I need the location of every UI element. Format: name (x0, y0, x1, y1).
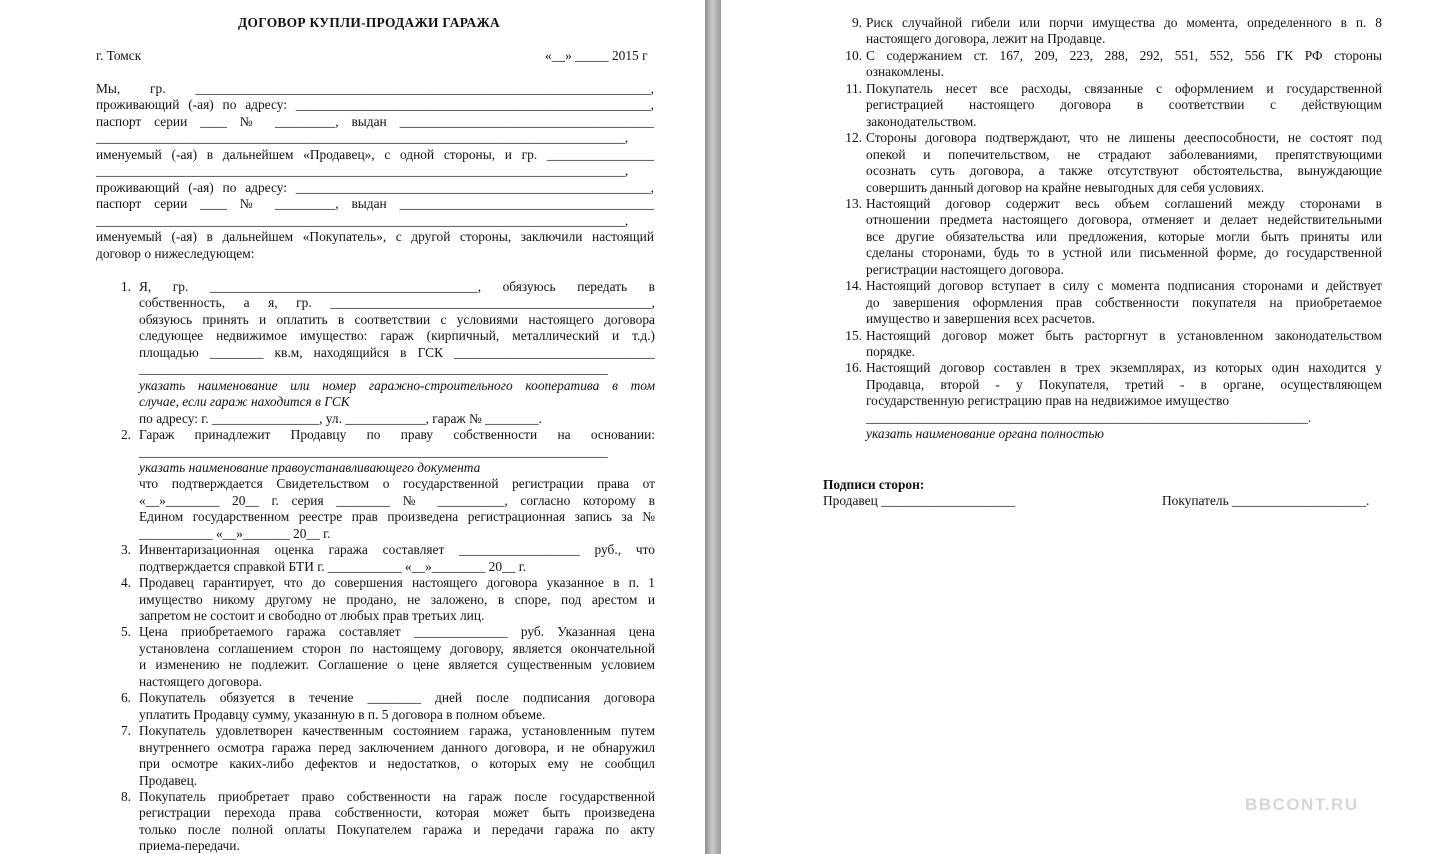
clause-line: ознакомлены. (866, 64, 944, 80)
clause-number: 15. (845, 327, 862, 343)
party-line: именуемый (-ая) в дальнейшем «Продавец», с одной стороны, и гр. ________________ (96, 147, 654, 162)
clause-line: регистрацией настоящего договора в соответствии с действующим (866, 97, 1382, 113)
document-page-left (0, 0, 705, 854)
clause-line: до завершения оформления прав собственности покупателя на приобретаемое (866, 294, 1382, 310)
clause-number: 10. (845, 47, 862, 63)
clause-line: ___________ «__»_______ 20__ г. (139, 525, 331, 541)
clause-line: опекой и попечительством, не страдают заболеваниями, препятствующими (866, 146, 1382, 162)
clause-number: 5. (120, 624, 131, 640)
clause-hint-line: указать наименование или номер гаражно-строительного кооператива в том (139, 377, 655, 393)
buyer-signature: Покупатель ____________________. (1162, 493, 1370, 508)
clause-line: настоящего договора. (139, 673, 263, 689)
city-text: г. Томск (96, 48, 142, 63)
document-page-right (721, 0, 1430, 854)
clause-line: Я, гр. ________________________________________, обязуюсь передать в (139, 279, 655, 294)
clause-line: Покупатель удовлетворен качественным состоянием гаража, установленным путем (139, 723, 655, 739)
clause-line: «__»________ 20__ г. серия ________ № __________, согласно которому в (139, 492, 655, 508)
clause-line: установлена соглашением сторон по настоящему договору, является окончательной (139, 640, 655, 656)
clause-number: 4. (120, 575, 131, 591)
date-text: «__» _____ 2015 г (545, 48, 648, 63)
clause-line: законодательством. (866, 113, 977, 129)
clause-line: порядке. (866, 344, 915, 359)
clause-line: Цена приобретаемого гаража составляет ______________ руб. Указанная цена (139, 624, 655, 640)
clause-number: 7. (120, 723, 131, 739)
clause-line: Стороны договора подтверждают, что не лишены дееспособности, не состоят под (866, 130, 1382, 146)
clause-line: подтверждается справкой БТИ г. ___________ «__»________ 20__ г. (139, 558, 527, 574)
clause-line: внутреннего осмотра гаража перед заключением данного договора, и не обнаружил (139, 739, 655, 755)
clause-line: осознать суть договора, а также отсутствуют обстоятельства, вынуждающие (866, 163, 1382, 179)
clause-line: регистрации настоящего договора. (866, 261, 1064, 277)
seller-signature: Продавец ____________________ (823, 493, 1016, 508)
clause-line: ______________________________________________________________________ (139, 361, 608, 377)
clause-line: собственность, а я, гр. ________________________________________________, (139, 295, 655, 311)
clause-line: Едином государственном реестре прав произведена регистрационная запись за № (139, 509, 655, 525)
clause-line: приема-передачи. (139, 838, 240, 854)
party-line: Мы, гр. ____________________________________________________________________, (96, 81, 654, 96)
clause-line: Настоящий договор составлен в трех экземплярах, из которых один находится у (866, 360, 1382, 376)
clause-line: обязуюсь принять и оплатить в соответствии с условиями настоящего договора (139, 311, 655, 327)
clause-line: сделаны сторонами, будь то в устной или письменной форме, до государственной (866, 245, 1382, 261)
clause-number: 1. (120, 279, 131, 294)
clause-line: Покупатель приобретает право собственности на гараж после государственной (139, 788, 655, 804)
clause-line: Настоящий договор может быть расторгнут в установленном законодательством (866, 327, 1382, 343)
party-line: паспорт серии ____ № _________, выдан ______________________________________ (96, 114, 654, 129)
clause-line: уплатить Продавцу сумму, указанную в п. 5 договора в полном объеме. (139, 706, 546, 722)
clause-hint-line: случае, если гараж находится в ГСК (139, 394, 350, 410)
clause-hint-line: указать наименование органа полностью (866, 426, 1104, 442)
signatures-heading: Подписи сторон: (823, 477, 925, 492)
clause-line: Продавец. (139, 772, 198, 788)
clause-line: ______________________________________________________________________ (139, 443, 608, 459)
clause-line: Продавец гарантирует, что до совершения настоящего договора указанное в п. 1 (139, 575, 655, 591)
party-line: паспорт серии ____ № _________, выдан ______________________________________ (96, 196, 654, 211)
clause-line: Продавца, второй - у Покупателя, третий - в органе, осуществляющем (866, 376, 1382, 392)
party-line: _______________________________________________________________________________, (96, 213, 629, 228)
party-line: договор о нижеследующем: (96, 246, 255, 261)
clause-number: 3. (120, 542, 131, 558)
clause-line: __________________________________________________________________. (866, 409, 1312, 425)
document-title: ДОГОВОР КУПЛИ-ПРОДАЖИ ГАРАЖА (238, 15, 500, 30)
clause-line: С содержанием ст. 167, 209, 223, 288, 292, 551, 552, 556 ГК РФ стороны (866, 47, 1382, 63)
clause-number: 2. (120, 427, 131, 443)
clause-hint-line: указать наименование правоустанавливающего документа (139, 459, 481, 475)
clause-line: Инвентаризационная оценка гаража составляет __________________ руб., что (139, 542, 655, 558)
clause-number: 11. (845, 80, 862, 96)
clause-line: настоящего договора, лежит на Продавце. (866, 31, 1106, 47)
clause-line: регистрации перехода права собственности, которая может быть произведена (139, 805, 655, 821)
clause-line: Настоящий договор вступает в силу с момента подписания сторонами и действует (866, 278, 1382, 294)
clause-line: площадью ________ кв.м, находящийся в ГСК ______________________________ (139, 344, 655, 360)
clause-line: Покупатель обязуется в течение ________ дней после подписания договора (139, 690, 655, 706)
clause-line: при осмотре каких-либо дефектов и недостатков, о которых ему не сообщил (139, 756, 655, 772)
party-line: проживающий (-ая) по адресу: _____________________________________________________, (96, 97, 654, 112)
clause-line: все другие обязательства или предложения, которые могли быть приняты или (866, 228, 1382, 244)
party-line: проживающий (-ая) по адресу: _____________________________________________________, (96, 180, 654, 195)
clause-line: Гараж принадлежит Продавцу по праву собственности на основании: (139, 427, 655, 443)
clause-line: государственную регистрацию прав на недвижимое имущество (866, 393, 1230, 409)
clause-line: только после полной оплаты Покупателем гаража и передачи гаража по акту (139, 821, 655, 837)
clause-number: 13. (845, 195, 862, 211)
watermark: BBCONT.RU (1245, 795, 1359, 814)
clause-line: что подтверждается Свидетельством о государственной регистрации права от (139, 476, 655, 492)
clause-number: 8. (120, 788, 131, 804)
party-line: _______________________________________________________________________________, (96, 130, 629, 145)
clause-line: запретом не состоит и свободно от любых прав третьих лиц. (139, 608, 485, 623)
clause-line: и изменению не подлежит. Соглашение о цене является существенным условием (139, 657, 655, 673)
clause-line: совершить данный договор на крайне невыгодных для себя условиях. (866, 179, 1265, 195)
clause-line: по адресу: г. ________________, ул. ____________, гараж № ________. (139, 410, 543, 426)
clause-line: Настоящий договор содержит весь объем соглашений между сторонами в (866, 195, 1382, 211)
clause-line: имущество никому другому не продано, не заложено, в споре, под арестом и (139, 591, 655, 607)
party-line: _______________________________________________________________________________, (96, 163, 629, 178)
clause-number: 12. (845, 130, 862, 146)
clause-number: 9. (851, 15, 862, 30)
clause-number: 6. (120, 690, 131, 706)
clause-line: следующее недвижимое имущество: гараж (кирпичный, металлический и т.д.) (139, 328, 655, 344)
clause-line: Покупатель несет все расходы, связанные с оформлением и государственной (866, 80, 1382, 96)
page-gutter (705, 0, 721, 854)
clause-line: отношении предмета настоящего договора, отменяет и делает недействительными (866, 212, 1382, 228)
clause-line: Риск случайной гибели или порчи имущества до момента, определенного в п. 8 (866, 15, 1382, 30)
clause-number: 16. (845, 360, 862, 376)
clause-number: 14. (845, 278, 862, 294)
party-line: именуемый (-ая) в дальнейшем «Покупатель», с другой стороны, заключили настоящий (96, 229, 654, 244)
clause-line: имущество и завершения всех расчетов. (866, 311, 1095, 327)
